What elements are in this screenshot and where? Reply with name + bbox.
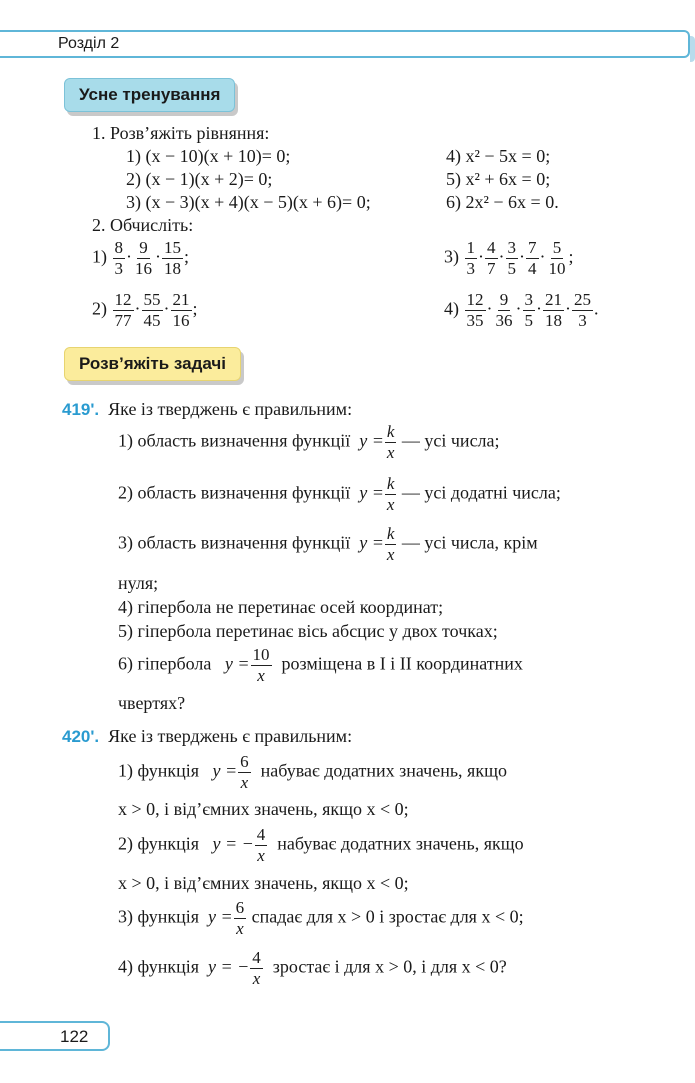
chapter-title: Розділ 2 — [58, 35, 120, 52]
page-number-box — [0, 1021, 110, 1051]
task-419-label: 419'. — [62, 400, 100, 419]
task-419-item-4: 4) гіпербола не перетинає осей координат; — [118, 597, 444, 617]
q1-item-6: 6) 2x² − 6x = 0. — [446, 192, 559, 212]
task-419-item-5: 5) гіпербола перетинає вісь абсцис у двох точках; — [118, 621, 498, 641]
task-420-item-2: 2) функція y = − $\frac{4}{x}$ набуває додатних значень, якщо — [118, 825, 524, 865]
task-420-item-1: 1) функція y = $\frac{6}{x}$ набуває додатних значень, якщо — [118, 752, 507, 792]
q1-item-2: 2) (x − 1)(x + 2)= 0; — [126, 169, 273, 189]
q2-expr-2: 2) $\frac{12}{77}$ · $\frac{55}{45}$ · $\frac{21}{16}$ ; — [92, 290, 198, 330]
task-420-item-4: 4) функція y = − $\frac{4}{x}$ зростає і для x > 0, і для x < 0? — [118, 948, 507, 988]
task-419-item-3-cont: нуля; — [118, 573, 159, 593]
q2-expr-1: 1) $\frac{8}{3}$ · $\frac{9}{16}$ · $\frac{15}{18}$ ; — [92, 238, 190, 278]
task-420-item-2-cont: x > 0, і від’ємних значень, якщо x < 0; — [118, 873, 409, 893]
task-419-item-2: 2) область визначення функції y = $\frac{k}{x}$ — усі додатні числа; — [118, 474, 561, 514]
solve-tasks-badge: Розв’яжіть задачі — [64, 347, 241, 381]
task-420-item-1-cont: x > 0, і від’ємних значень, якщо x < 0; — [118, 799, 409, 819]
page-number: 122 — [60, 1027, 89, 1046]
q1-title: 1. Розв’яжіть рівняння: — [92, 123, 270, 143]
q1-item-5: 5) x² + 6x = 0; — [446, 169, 551, 189]
oral-training-badge: Усне тренування — [64, 78, 235, 112]
task-419-item-1: 1) область визначення функції y = $\frac{k}{x}$ — усі числа; — [118, 422, 500, 462]
q2-expr-3: 3) $\frac{1}{3}$ · $\frac{4}{7}$ · $\frac{3}{5}$ · $\frac{7}{4}$ · $\frac{5}{10}$ ; — [444, 238, 574, 278]
task-420-label: 420'. — [62, 727, 100, 746]
task-419-item-6: 6) гіпербола y = $\frac{10}{x}$ розміщена в I і II координатних — [118, 645, 523, 685]
chapter-header — [0, 30, 690, 58]
task-420-header: 420'. Яке із тверджень є правильним: — [62, 726, 353, 746]
q1-item-4: 4) x² − 5x = 0; — [446, 146, 551, 166]
q2-expr-4: 4) $\frac{12}{35}$ · $\frac{9}{36}$ · $\frac{3}{5}$ · $\frac{21}{18}$ · $\frac{25}{3}$ . — [444, 290, 599, 330]
q2-title: 2. Обчисліть: — [92, 215, 194, 235]
task-419-header: 419'. Яке із тверджень є правильним: — [62, 399, 353, 419]
task-419-item-3: 3) область визначення функції y = $\frac{k}{x}$ — усі числа, крім — [118, 524, 538, 564]
task-419-item-6-cont: чвертях? — [118, 693, 186, 713]
task-420-item-3: 3) функція y = $\frac{6}{x}$ спадає для x > 0 і зростає для x < 0; — [118, 898, 524, 938]
q1-item-1: 1) (x − 10)(x + 10)= 0; — [126, 146, 291, 166]
q1-item-3: 3) (x − 3)(x + 4)(x − 5)(x + 6)= 0; — [126, 192, 371, 212]
